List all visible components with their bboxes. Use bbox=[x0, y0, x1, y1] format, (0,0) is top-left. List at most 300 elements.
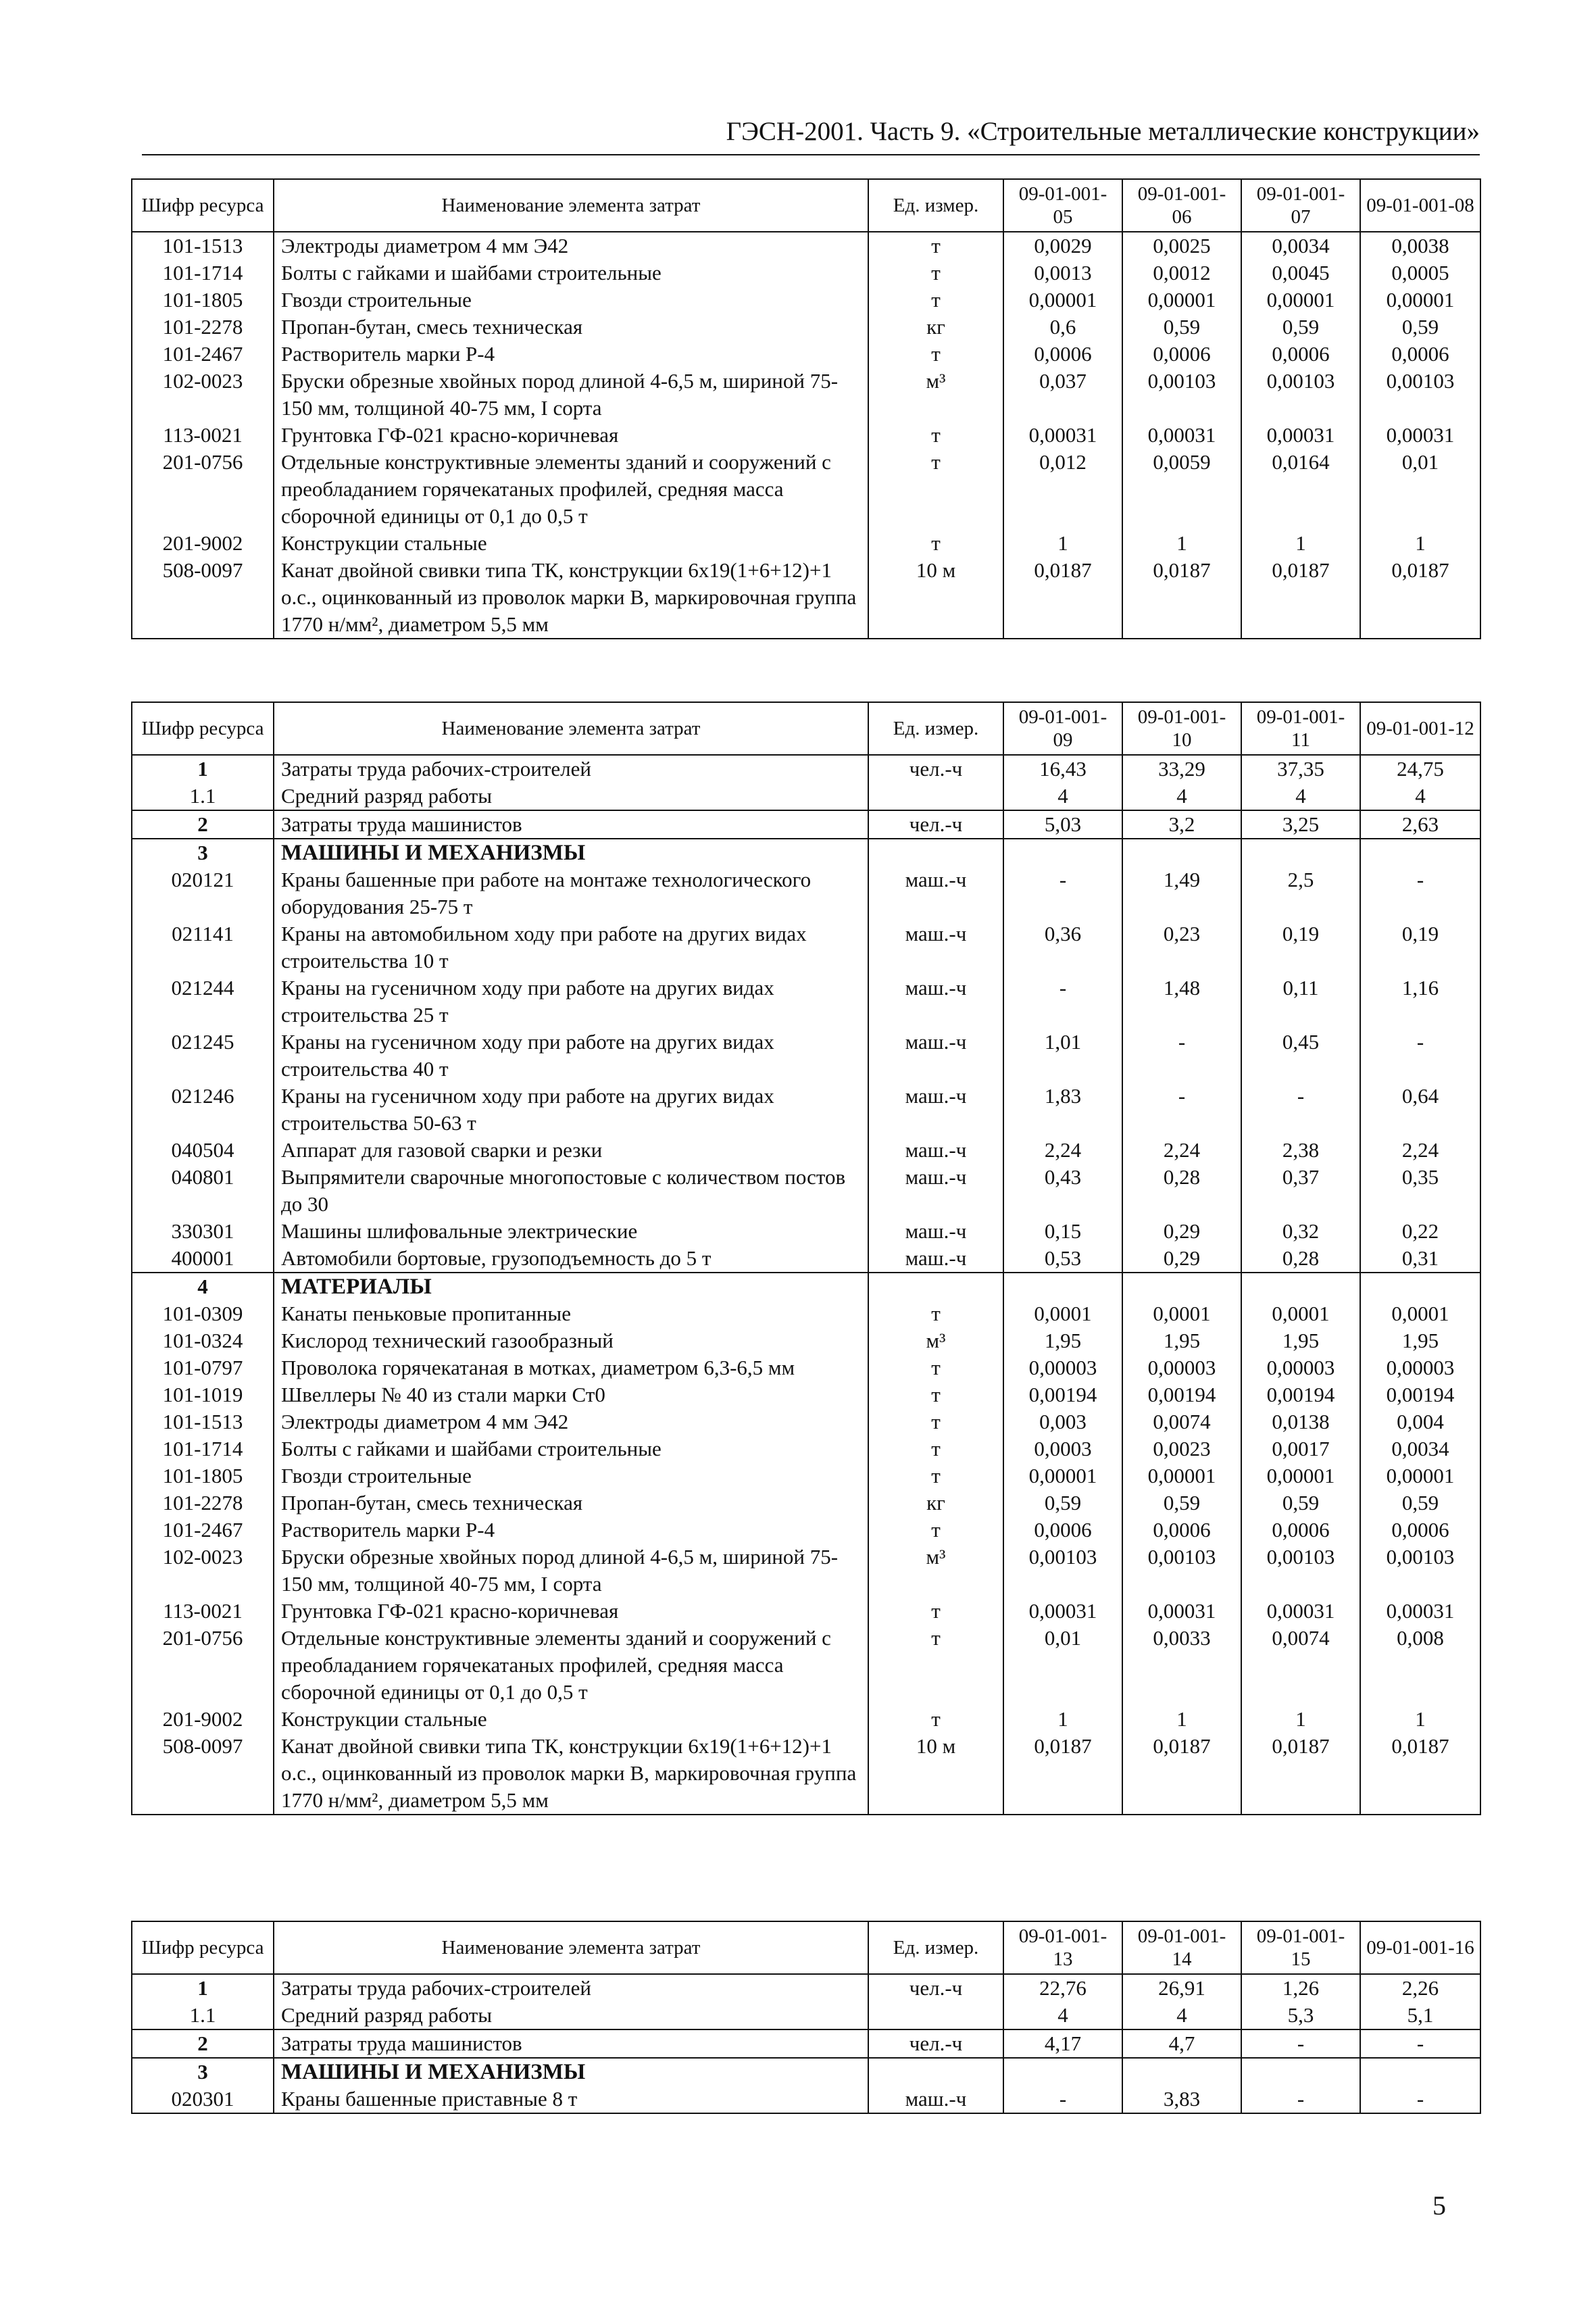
norm-value: 0,0017 bbox=[1241, 1435, 1360, 1462]
unit-of-measure: чел.-ч bbox=[868, 2029, 1003, 2058]
resource-code: 021245 bbox=[132, 1029, 274, 1083]
cost-element-name: Болты с гайками и шайбами строительные bbox=[274, 260, 868, 287]
norm-value bbox=[1241, 1273, 1360, 1300]
norm-value: - bbox=[1003, 975, 1122, 1029]
col-header-name: Наименование элемента затрат bbox=[274, 1921, 868, 1974]
norm-value: 0,00194 bbox=[1360, 1381, 1480, 1408]
norm-value: 0,19 bbox=[1360, 920, 1480, 975]
col-header-norm-code: 09-01-001-08 bbox=[1360, 179, 1480, 232]
norm-value bbox=[1241, 2058, 1360, 2086]
resource-code: 1 bbox=[132, 755, 274, 783]
resource-code: 3 bbox=[132, 839, 274, 866]
resource-code: 021246 bbox=[132, 1083, 274, 1137]
table-row bbox=[132, 1245, 1480, 1273]
resource-code: 101-0797 bbox=[132, 1354, 274, 1381]
cost-element-name: Бруски обрезные хвойных пород длиной 4-6,5 м, шириной 75-150 мм, толщиной 40-75 мм, I сорта bbox=[274, 368, 868, 422]
table-row bbox=[132, 1164, 1480, 1218]
resource-code: 3 bbox=[132, 2058, 274, 2086]
norm-value: 0,00031 bbox=[1241, 422, 1360, 449]
norm-value: 0,22 bbox=[1360, 1218, 1480, 1245]
norm-value: 0,00001 bbox=[1241, 1462, 1360, 1490]
norm-value: 0,0187 bbox=[1360, 1733, 1480, 1815]
norm-value: 0,23 bbox=[1122, 920, 1241, 975]
norm-value: 16,43 bbox=[1003, 755, 1122, 783]
table-header-row bbox=[132, 179, 1480, 232]
cost-element-name: Автомобили бортовые, грузоподъемность до 5 т bbox=[274, 1245, 868, 1273]
cost-element-name: Растворитель марки Р-4 bbox=[274, 341, 868, 368]
unit-of-measure: чел.-ч bbox=[868, 755, 1003, 783]
col-header-norm-code: 09-01-001-13 bbox=[1003, 1921, 1122, 1974]
norm-value: 1,48 bbox=[1122, 975, 1241, 1029]
norm-value: 0,28 bbox=[1122, 1164, 1241, 1218]
norm-value: 0,00194 bbox=[1122, 1381, 1241, 1408]
table-row bbox=[132, 2002, 1480, 2029]
norm-value: 0,00031 bbox=[1122, 422, 1241, 449]
unit-of-measure: чел.-ч bbox=[868, 810, 1003, 839]
header-rule bbox=[142, 154, 1480, 155]
table-row bbox=[132, 839, 1480, 866]
norm-value: 0,0006 bbox=[1003, 1517, 1122, 1544]
norm-value: 1,95 bbox=[1003, 1327, 1122, 1354]
norm-value: 4 bbox=[1122, 2002, 1241, 2029]
norm-value: 0,36 bbox=[1003, 920, 1122, 975]
cost-element-name: Средний разряд работы bbox=[274, 2002, 868, 2029]
page-header: ГЭСН-2001. Часть 9. «Строительные металлические конструкции» bbox=[726, 117, 1480, 146]
unit-of-measure: т bbox=[868, 449, 1003, 530]
norm-value: 1,01 bbox=[1003, 1029, 1122, 1083]
table-row bbox=[132, 1974, 1480, 2002]
norm-value: 0,0034 bbox=[1360, 1435, 1480, 1462]
norm-value: 0,0187 bbox=[1003, 1733, 1122, 1815]
unit-of-measure: т bbox=[868, 530, 1003, 557]
resource-code: 400001 bbox=[132, 1245, 274, 1273]
norm-value bbox=[1003, 839, 1122, 866]
norm-value: 0,59 bbox=[1241, 314, 1360, 341]
resource-code: 113-0021 bbox=[132, 1598, 274, 1625]
unit-of-measure: т bbox=[868, 232, 1003, 260]
norm-value bbox=[1122, 839, 1241, 866]
cost-element-name: Краны башенные приставные 8 т bbox=[274, 2086, 868, 2113]
cost-element-name: Затраты труда машинистов bbox=[274, 2029, 868, 2058]
norm-value: 0,6 bbox=[1003, 314, 1122, 341]
unit-of-measure: т bbox=[868, 1408, 1003, 1435]
table-row bbox=[132, 1517, 1480, 1544]
norm-value: 0,19 bbox=[1241, 920, 1360, 975]
norm-value: 2,24 bbox=[1360, 1137, 1480, 1164]
norm-value: 0,01 bbox=[1360, 449, 1480, 530]
resource-code: 201-0756 bbox=[132, 449, 274, 530]
norm-value bbox=[1360, 1273, 1480, 1300]
norm-value: 0,0074 bbox=[1122, 1408, 1241, 1435]
norm-value bbox=[1122, 1273, 1241, 1300]
unit-of-measure: т bbox=[868, 1598, 1003, 1625]
norm-value: 1 bbox=[1122, 1706, 1241, 1733]
norm-value: - bbox=[1360, 2086, 1480, 2113]
norm-value: 0,00001 bbox=[1122, 287, 1241, 314]
norm-value: 0,0001 bbox=[1003, 1300, 1122, 1327]
unit-of-measure: маш.-ч bbox=[868, 1083, 1003, 1137]
norm-value: 0,0034 bbox=[1241, 232, 1360, 260]
norm-value: 0,00031 bbox=[1003, 1598, 1122, 1625]
cost-element-name: Канаты пеньковые пропитанные bbox=[274, 1300, 868, 1327]
norm-value: 1 bbox=[1003, 530, 1122, 557]
norm-value: 1,95 bbox=[1122, 1327, 1241, 1354]
resource-code: 201-0756 bbox=[132, 1625, 274, 1706]
norm-value: 1,95 bbox=[1241, 1327, 1360, 1354]
norm-value: 0,00001 bbox=[1360, 1462, 1480, 1490]
col-header-unit: Ед. измер. bbox=[868, 702, 1003, 755]
col-header-code: Шифр ресурса bbox=[132, 179, 274, 232]
unit-of-measure: т bbox=[868, 287, 1003, 314]
norm-value: 0,0187 bbox=[1003, 557, 1122, 639]
cost-element-name: Гвозди строительные bbox=[274, 287, 868, 314]
col-header-norm-code: 09-01-001-15 bbox=[1241, 1921, 1360, 1974]
norm-value: 0,0187 bbox=[1122, 557, 1241, 639]
resource-code: 021141 bbox=[132, 920, 274, 975]
table-row bbox=[132, 557, 1480, 639]
cost-element-name: Средний разряд работы bbox=[274, 783, 868, 810]
col-header-norm-code: 09-01-001-05 bbox=[1003, 179, 1122, 232]
resource-code: 101-2467 bbox=[132, 1517, 274, 1544]
col-header-name: Наименование элемента затрат bbox=[274, 179, 868, 232]
resource-code: 101-2278 bbox=[132, 314, 274, 341]
norm-value: 0,0006 bbox=[1122, 341, 1241, 368]
unit-of-measure: маш.-ч bbox=[868, 866, 1003, 920]
unit-of-measure: 10 м bbox=[868, 557, 1003, 639]
norm-value: 0,32 bbox=[1241, 1218, 1360, 1245]
norm-value: 0,0013 bbox=[1003, 260, 1122, 287]
col-header-norm-code: 09-01-001-11 bbox=[1241, 702, 1360, 755]
unit-of-measure: маш.-ч bbox=[868, 2086, 1003, 2113]
col-header-code: Шифр ресурса bbox=[132, 702, 274, 755]
cost-element-name: Кислород технический газообразный bbox=[274, 1327, 868, 1354]
col-header-code: Шифр ресурса bbox=[132, 1921, 274, 1974]
cost-element-name: Краны на гусеничном ходу при работе на других видах строительства 50-63 т bbox=[274, 1083, 868, 1137]
norm-value: 0,00031 bbox=[1003, 422, 1122, 449]
norm-value: 0,0038 bbox=[1360, 232, 1480, 260]
norm-value: 0,00103 bbox=[1122, 1544, 1241, 1598]
unit-of-measure: т bbox=[868, 1462, 1003, 1490]
resource-table-2 bbox=[131, 701, 1481, 1815]
norm-value bbox=[1003, 2058, 1122, 2086]
norm-value: 1 bbox=[1003, 1706, 1122, 1733]
norm-value: - bbox=[1003, 866, 1122, 920]
resource-code: 101-1513 bbox=[132, 1408, 274, 1435]
norm-value: 0,0012 bbox=[1122, 260, 1241, 287]
resource-code: 102-0023 bbox=[132, 368, 274, 422]
norm-value: - bbox=[1360, 2029, 1480, 2058]
col-header-norm-code: 09-01-001-07 bbox=[1241, 179, 1360, 232]
norm-value bbox=[1360, 839, 1480, 866]
norm-value: 0,0187 bbox=[1360, 557, 1480, 639]
cost-element-name: Электроды диаметром 4 мм Э42 bbox=[274, 1408, 868, 1435]
norm-value: 2,63 bbox=[1360, 810, 1480, 839]
unit-of-measure: маш.-ч bbox=[868, 975, 1003, 1029]
norm-value: 0,00031 bbox=[1360, 422, 1480, 449]
table-header-row bbox=[132, 1921, 1480, 1974]
norm-value: 0,59 bbox=[1360, 314, 1480, 341]
unit-of-measure bbox=[868, 2002, 1003, 2029]
table-row bbox=[132, 530, 1480, 557]
norm-value: 1 bbox=[1122, 530, 1241, 557]
unit-of-measure: кг bbox=[868, 1490, 1003, 1517]
table-row bbox=[132, 1300, 1480, 1327]
norm-value: 5,3 bbox=[1241, 2002, 1360, 2029]
table-row bbox=[132, 368, 1480, 422]
norm-value: 0,0003 bbox=[1003, 1435, 1122, 1462]
table-row bbox=[132, 1083, 1480, 1137]
norm-value: 2,26 bbox=[1360, 1974, 1480, 2002]
norm-value: 0,01 bbox=[1003, 1625, 1122, 1706]
norm-value: 0,35 bbox=[1360, 1164, 1480, 1218]
norm-value: - bbox=[1241, 1083, 1360, 1137]
norm-value: 1 bbox=[1241, 530, 1360, 557]
resource-code: 201-9002 bbox=[132, 1706, 274, 1733]
cost-element-name: Проволока горячекатаная в мотках, диаметром 6,3-6,5 мм bbox=[274, 1354, 868, 1381]
resource-code: 020301 bbox=[132, 2086, 274, 2113]
norm-value: 0,0029 bbox=[1003, 232, 1122, 260]
norm-value: 0,00103 bbox=[1241, 368, 1360, 422]
norm-value: 33,29 bbox=[1122, 755, 1241, 783]
norm-value: 0,00103 bbox=[1241, 1544, 1360, 1598]
unit-of-measure: маш.-ч bbox=[868, 1218, 1003, 1245]
resource-code: 2 bbox=[132, 810, 274, 839]
norm-value: 0,59 bbox=[1241, 1490, 1360, 1517]
norm-value: 2,38 bbox=[1241, 1137, 1360, 1164]
norm-value: 0,0187 bbox=[1241, 1733, 1360, 1815]
unit-of-measure: маш.-ч bbox=[868, 1029, 1003, 1083]
resource-code: 101-1714 bbox=[132, 1435, 274, 1462]
norm-value: 0,00103 bbox=[1122, 368, 1241, 422]
norm-value: 0,00103 bbox=[1360, 1544, 1480, 1598]
norm-value: 0,0023 bbox=[1122, 1435, 1241, 1462]
table-row bbox=[132, 2058, 1480, 2086]
norm-value: 0,0006 bbox=[1003, 341, 1122, 368]
norm-value: 1 bbox=[1360, 1706, 1480, 1733]
norm-value: 0,00031 bbox=[1122, 1598, 1241, 1625]
norm-value: 0,11 bbox=[1241, 975, 1360, 1029]
norm-value: 0,00031 bbox=[1241, 1598, 1360, 1625]
cost-element-name: Канат двойной свивки типа ТК, конструкции 6х19(1+6+12)+1 о.с., оцинкованный из проволок марки В, маркировочная группа 1770 н/мм², диаметром 5,5 мм bbox=[274, 1733, 868, 1815]
norm-value: 2,24 bbox=[1003, 1137, 1122, 1164]
norm-value: 4 bbox=[1003, 783, 1122, 810]
table-row bbox=[132, 232, 1480, 260]
resource-code: 508-0097 bbox=[132, 1733, 274, 1815]
unit-of-measure: м³ bbox=[868, 368, 1003, 422]
norm-value: - bbox=[1360, 866, 1480, 920]
unit-of-measure bbox=[868, 839, 1003, 866]
unit-of-measure: т bbox=[868, 1435, 1003, 1462]
table-row bbox=[132, 1598, 1480, 1625]
resource-code: 101-0324 bbox=[132, 1327, 274, 1354]
norm-value: 0,0006 bbox=[1360, 341, 1480, 368]
table-row bbox=[132, 287, 1480, 314]
cost-element-name: Краны на гусеничном ходу при работе на других видах строительства 40 т bbox=[274, 1029, 868, 1083]
unit-of-measure: маш.-ч bbox=[868, 1245, 1003, 1273]
col-header-norm-code: 09-01-001-06 bbox=[1122, 179, 1241, 232]
norm-value: - bbox=[1241, 2086, 1360, 2113]
cost-element-name: Грунтовка ГФ-021 красно-коричневая bbox=[274, 1598, 868, 1625]
unit-of-measure bbox=[868, 783, 1003, 810]
col-header-norm-code: 09-01-001-10 bbox=[1122, 702, 1241, 755]
table-row bbox=[132, 260, 1480, 287]
unit-of-measure: чел.-ч bbox=[868, 1974, 1003, 2002]
norm-value: 0,003 bbox=[1003, 1408, 1122, 1435]
norm-value: 0,00001 bbox=[1241, 287, 1360, 314]
table-row bbox=[132, 1435, 1480, 1462]
norm-value: 1,95 bbox=[1360, 1327, 1480, 1354]
unit-of-measure: т bbox=[868, 1706, 1003, 1733]
norm-value: 0,43 bbox=[1003, 1164, 1122, 1218]
norm-value: 4 bbox=[1241, 783, 1360, 810]
norm-value: 0,37 bbox=[1241, 1164, 1360, 1218]
norm-value: 0,012 bbox=[1003, 449, 1122, 530]
norm-value: 0,00194 bbox=[1003, 1381, 1122, 1408]
norm-value: 0,0006 bbox=[1241, 1517, 1360, 1544]
cost-element-name: Пропан-бутан, смесь техническая bbox=[274, 314, 868, 341]
unit-of-measure: маш.-ч bbox=[868, 1137, 1003, 1164]
norm-value: 0,008 bbox=[1360, 1625, 1480, 1706]
cost-element-name: Затраты труда рабочих-строителей bbox=[274, 755, 868, 783]
resource-code: 101-1805 bbox=[132, 287, 274, 314]
cost-element-name: Отдельные конструктивные элементы зданий и сооружений с преобладанием горячекатаных профилей, средняя масса сборочной единицы от 0,1 до 0,5 т bbox=[274, 449, 868, 530]
table-row bbox=[132, 2086, 1480, 2113]
table-row bbox=[132, 1625, 1480, 1706]
norm-value: 2,24 bbox=[1122, 1137, 1241, 1164]
norm-value: 0,15 bbox=[1003, 1218, 1122, 1245]
unit-of-measure: т bbox=[868, 260, 1003, 287]
cost-element-name: Конструкции стальные bbox=[274, 530, 868, 557]
norm-value: 4 bbox=[1003, 2002, 1122, 2029]
norm-value bbox=[1003, 1273, 1122, 1300]
norm-value: 0,45 bbox=[1241, 1029, 1360, 1083]
unit-of-measure: т bbox=[868, 1300, 1003, 1327]
norm-value: 0,00001 bbox=[1360, 287, 1480, 314]
cost-element-name: Болты с гайками и шайбами строительные bbox=[274, 1435, 868, 1462]
cost-element-name: Растворитель марки Р-4 bbox=[274, 1517, 868, 1544]
norm-value bbox=[1360, 2058, 1480, 2086]
norm-value: 0,0006 bbox=[1360, 1517, 1480, 1544]
norm-value: 0,00003 bbox=[1003, 1354, 1122, 1381]
resource-code: 508-0097 bbox=[132, 557, 274, 639]
norm-value: 0,00003 bbox=[1360, 1354, 1480, 1381]
norm-value: 0,0187 bbox=[1122, 1733, 1241, 1815]
table-row bbox=[132, 1327, 1480, 1354]
norm-value: 0,00103 bbox=[1003, 1544, 1122, 1598]
norm-value: 0,0006 bbox=[1241, 341, 1360, 368]
unit-of-measure: кг bbox=[868, 314, 1003, 341]
unit-of-measure: т bbox=[868, 1354, 1003, 1381]
unit-of-measure: т bbox=[868, 1381, 1003, 1408]
unit-of-measure: м³ bbox=[868, 1544, 1003, 1598]
cost-element-name: Гвозди строительные bbox=[274, 1462, 868, 1490]
norm-value: 0,0001 bbox=[1122, 1300, 1241, 1327]
unit-of-measure: маш.-ч bbox=[868, 920, 1003, 975]
table-row bbox=[132, 341, 1480, 368]
resource-code: 4 bbox=[132, 1273, 274, 1300]
resource-code: 101-1513 bbox=[132, 232, 274, 260]
page-number: 5 bbox=[1432, 2190, 1446, 2221]
norm-value: 0,0006 bbox=[1122, 1517, 1241, 1544]
unit-of-measure: маш.-ч bbox=[868, 1164, 1003, 1218]
norm-value: 5,03 bbox=[1003, 810, 1122, 839]
resource-code: 1.1 bbox=[132, 2002, 274, 2029]
cost-element-name: Краны на автомобильном ходу при работе на других видах строительства 10 т bbox=[274, 920, 868, 975]
norm-value: 0,0001 bbox=[1360, 1300, 1480, 1327]
norm-value: - bbox=[1003, 2086, 1122, 2113]
norm-value bbox=[1122, 2058, 1241, 2086]
norm-value: 1,49 bbox=[1122, 866, 1241, 920]
cost-element-name: Электроды диаметром 4 мм Э42 bbox=[274, 232, 868, 260]
unit-of-measure bbox=[868, 1273, 1003, 1300]
cost-element-name: Краны башенные при работе на монтаже технологического оборудования 25-75 т bbox=[274, 866, 868, 920]
norm-value: 0,29 bbox=[1122, 1218, 1241, 1245]
col-header-unit: Ед. измер. bbox=[868, 1921, 1003, 1974]
norm-value: 0,004 bbox=[1360, 1408, 1480, 1435]
norm-value: 0,0025 bbox=[1122, 232, 1241, 260]
norm-value: 0,59 bbox=[1122, 314, 1241, 341]
resource-code: 101-1019 bbox=[132, 1381, 274, 1408]
norm-value: 0,28 bbox=[1241, 1245, 1360, 1273]
norm-value: 0,0059 bbox=[1122, 449, 1241, 530]
table-row bbox=[132, 975, 1480, 1029]
norm-value: 0,037 bbox=[1003, 368, 1122, 422]
norm-value: 0,00001 bbox=[1003, 1462, 1122, 1490]
table-row bbox=[132, 314, 1480, 341]
norm-value: 22,76 bbox=[1003, 1974, 1122, 2002]
col-header-unit: Ед. измер. bbox=[868, 179, 1003, 232]
cost-element-name: Отдельные конструктивные элементы зданий и сооружений с преобладанием горячекатаных профилей, средняя масса сборочной единицы от 0,1 до 0,5 т bbox=[274, 1625, 868, 1706]
norm-value: 3,25 bbox=[1241, 810, 1360, 839]
table-row bbox=[132, 1706, 1480, 1733]
col-header-norm-code: 09-01-001-16 bbox=[1360, 1921, 1480, 1974]
table-row bbox=[132, 810, 1480, 839]
norm-value: 0,53 bbox=[1003, 1245, 1122, 1273]
norm-value: 0,0001 bbox=[1241, 1300, 1360, 1327]
norm-value: 0,0187 bbox=[1241, 557, 1360, 639]
norm-value: 0,00003 bbox=[1241, 1354, 1360, 1381]
resource-code: 040801 bbox=[132, 1164, 274, 1218]
table-row bbox=[132, 449, 1480, 530]
norm-value: 4,7 bbox=[1122, 2029, 1241, 2058]
col-header-name: Наименование элемента затрат bbox=[274, 702, 868, 755]
norm-value: 0,0033 bbox=[1122, 1625, 1241, 1706]
cost-element-name: Затраты труда рабочих-строителей bbox=[274, 1974, 868, 2002]
resource-code: 1.1 bbox=[132, 783, 274, 810]
cost-element-name: Затраты труда машинистов bbox=[274, 810, 868, 839]
norm-value: 37,35 bbox=[1241, 755, 1360, 783]
table-row bbox=[132, 1137, 1480, 1164]
cost-element-name: Пропан-бутан, смесь техническая bbox=[274, 1490, 868, 1517]
resource-table-1 bbox=[131, 178, 1481, 639]
norm-value: 1 bbox=[1241, 1706, 1360, 1733]
norm-value: 3,2 bbox=[1122, 810, 1241, 839]
norm-value: - bbox=[1122, 1029, 1241, 1083]
norm-value: 0,59 bbox=[1003, 1490, 1122, 1517]
norm-value: 3,83 bbox=[1122, 2086, 1241, 2113]
norm-value: 0,00103 bbox=[1360, 368, 1480, 422]
table-row bbox=[132, 1490, 1480, 1517]
norm-value: - bbox=[1122, 1083, 1241, 1137]
norm-value: 0,64 bbox=[1360, 1083, 1480, 1137]
table-row bbox=[132, 2029, 1480, 2058]
col-header-norm-code: 09-01-001-12 bbox=[1360, 702, 1480, 755]
norm-value: 0,00194 bbox=[1241, 1381, 1360, 1408]
table-row bbox=[132, 1733, 1480, 1815]
unit-of-measure: т bbox=[868, 1625, 1003, 1706]
resource-code: 1 bbox=[132, 1974, 274, 2002]
norm-value: 4 bbox=[1122, 783, 1241, 810]
